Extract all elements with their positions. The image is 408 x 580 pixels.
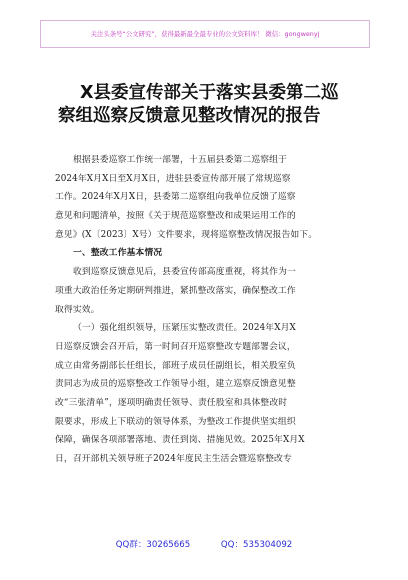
text-line: 限要求，形成上下联动的领导体系，为整改工作提供坚实组织 (55, 416, 296, 427)
text-line: 责同志为成员的巡察整改工作领导小组，建立巡察反馈意见整 (55, 379, 296, 390)
text-line: 根据县委巡察工作统一部署，十五届县委第二巡察组于 (73, 155, 288, 165)
text-line: 2024年X月X日至X月X日，进驻县委宣传部开展了常规巡察 (55, 173, 291, 184)
text-line: 日，召开部机关领导班子2024年度民主生活会暨巡察整改专 (55, 454, 292, 464)
document-body (55, 151, 357, 469)
title-line-1: X县委宣传部关于落实县委第二巡 (80, 83, 339, 103)
text-line: 改“三张清单”，逐项明确责任领导、责任股室和具体整改时 (55, 397, 288, 408)
text-line: 取得实效。 (55, 304, 100, 315)
text-line: 意见和问题清单，按照《关于规范巡察整改和成果运用工作的 (55, 211, 296, 222)
title-line-2: 察组巡察反馈意见整改情况的报告 (58, 106, 321, 126)
qq-number: QQ：535304092 (220, 540, 293, 550)
text-line: 收到巡察反馈意见后，县委宣传部高度重视，将其作为一 (73, 267, 296, 278)
text-line: （一）强化组织领导，压紧压实整改责任。2024年X月X (73, 323, 296, 334)
qq-group: QQ群：30265665 (115, 540, 191, 550)
paragraph-receipt (55, 263, 357, 319)
paragraph-leadership (55, 319, 357, 469)
document-title (58, 82, 358, 128)
footer-contact (0, 538, 408, 550)
promo-banner: 关注头条号“公文研究”，获得最新最全最专业的公文资料库！ 微信：gongwenyj (40, 20, 370, 48)
text-line: 日巡察反馈会召开后，第一时间召开巡察整改专题部署会议， (55, 341, 296, 352)
text-line: 项重大政治任务定期研判推进，紧抓整改落实，确保整改工作 (55, 285, 296, 296)
text-line: 成立由常务副部长任组长，部班子成员任副组长，相关股室负 (55, 360, 296, 371)
text-line: 保障，确保各项部署落地、责任到岗、措施见效。2025年X月X (55, 435, 305, 446)
text-line: 工作。2024年X月X日，县委第二巡察组向我单位反馈了巡察 (55, 192, 296, 203)
paragraph-intro (55, 151, 357, 244)
section-heading: 一、整改工作基本情况 (73, 248, 163, 259)
text-line: 意见》(X〔2023〕X号）文件要求，现将巡察整改情况报告如下。 (55, 229, 318, 240)
